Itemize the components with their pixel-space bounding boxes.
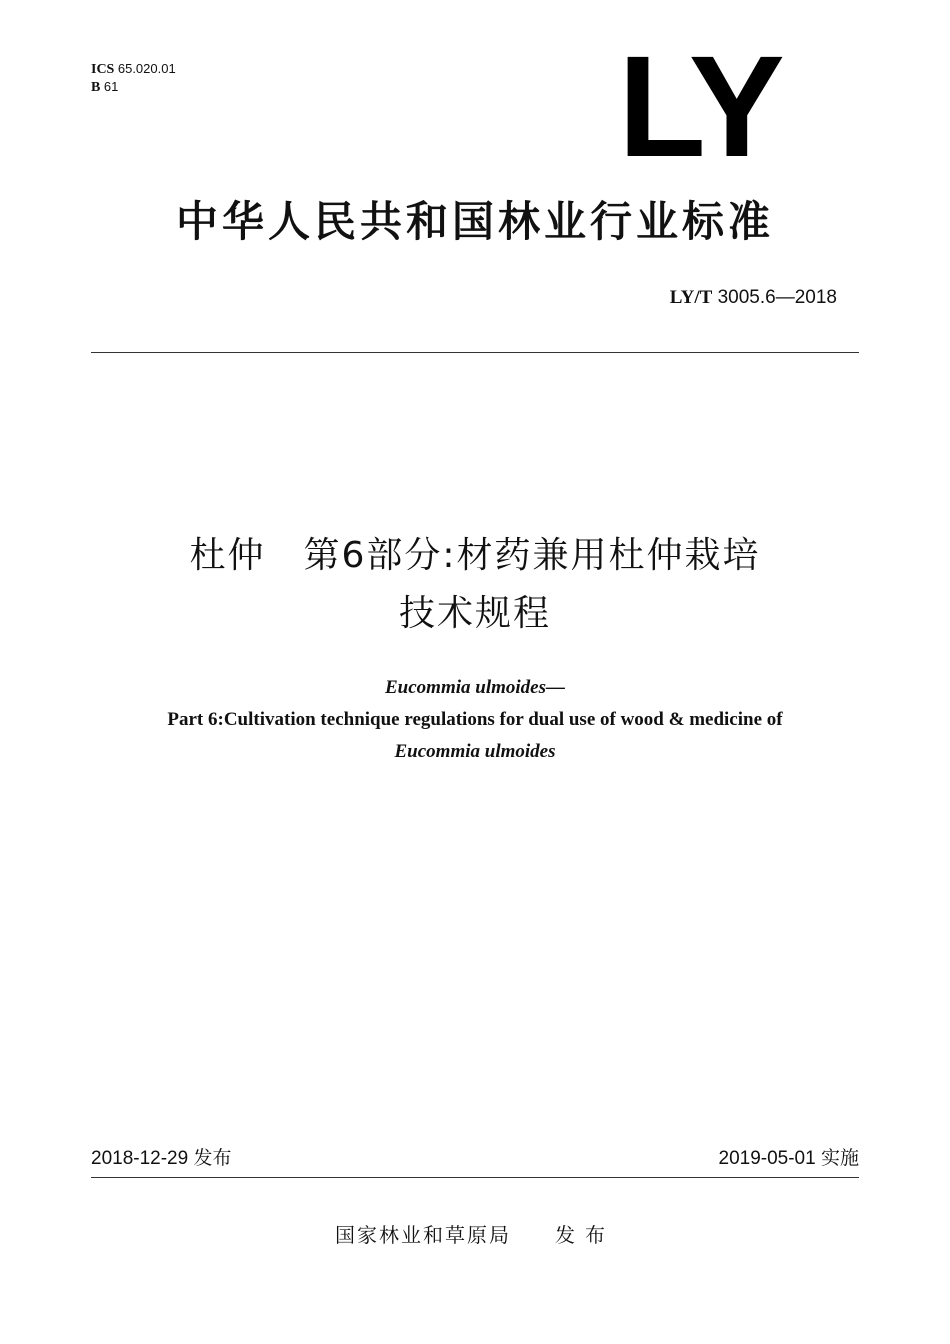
- document-title-en-line1: Eucommia ulmoides—: [385, 677, 565, 698]
- publisher-name: 国家林业和草原局: [335, 1223, 511, 1247]
- issue-date-label: 发布: [193, 1147, 232, 1169]
- ccs-code: 61: [103, 79, 119, 94]
- implement-date-value: 2019-05-01: [718, 1148, 816, 1169]
- ccs-line: [91, 78, 176, 96]
- document-title-en-line2: Part 6:Cultivation technique regulations for dual use of wood & medicine of: [167, 709, 783, 730]
- ics-line: [91, 60, 176, 78]
- ly-logo: LY: [618, 26, 781, 187]
- document-title-en-line3: Eucommia ulmoides: [394, 741, 556, 762]
- publisher-action: 发布: [555, 1223, 615, 1247]
- ccs-label: B: [91, 80, 101, 95]
- ics-code: 65.020.01: [117, 61, 176, 76]
- standard-code: [670, 286, 837, 310]
- issue-date-value: 2018-12-29: [91, 1148, 189, 1169]
- publisher: [0, 1220, 950, 1250]
- standard-code-prefix: LY/T: [669, 287, 713, 308]
- implement-date-label: 实施: [820, 1147, 859, 1169]
- document-title-cn-line1: 杜仲 第6部分:材药兼用杜仲栽培: [189, 535, 761, 576]
- bottom-divider: [91, 1177, 859, 1178]
- ics-label: ICS: [91, 62, 115, 77]
- standard-title: 中华人民共和国林业行业标准: [175, 197, 774, 246]
- classification-codes: [91, 60, 176, 96]
- top-divider: [91, 352, 859, 353]
- standard-code-number: 3005.6—2018: [717, 287, 837, 308]
- implement-date: [719, 1145, 860, 1172]
- document-title-cn-line2: 技术规程: [398, 593, 551, 634]
- issue-date: [91, 1145, 232, 1172]
